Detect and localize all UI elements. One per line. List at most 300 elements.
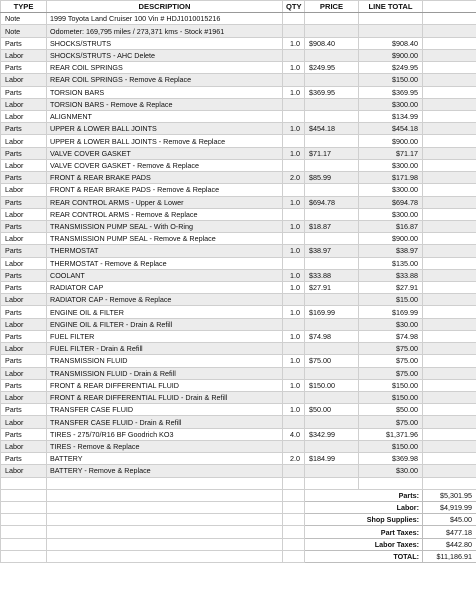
type-cell[interactable]: Labor	[1, 74, 47, 86]
empty-cell[interactable]	[283, 538, 305, 550]
summary-row	[1, 514, 476, 526]
qty-cell[interactable]: 1.0	[283, 379, 305, 391]
empty-cell[interactable]	[423, 196, 476, 208]
summary-row	[1, 538, 476, 550]
empty-cell[interactable]	[423, 306, 476, 318]
price-cell[interactable]	[305, 294, 359, 306]
qty-cell[interactable]: 1.0	[283, 37, 305, 49]
table-row	[1, 306, 476, 318]
price-cell[interactable]	[305, 159, 359, 171]
empty-cell[interactable]	[423, 86, 476, 98]
price-cell[interactable]: $184.99	[305, 453, 359, 465]
empty-header-cell	[423, 1, 476, 13]
table-row	[1, 257, 476, 269]
type-cell[interactable]: Labor	[1, 294, 47, 306]
type-cell[interactable]: Parts	[1, 196, 47, 208]
price-cell[interactable]: $50.00	[305, 404, 359, 416]
line-total-cell[interactable]: $75.00	[359, 355, 423, 367]
empty-cell[interactable]	[423, 49, 476, 61]
line-total-cell[interactable]: $75.00	[359, 367, 423, 379]
description-cell[interactable]: TIRES - Remove & Replace	[47, 440, 283, 452]
qty-cell[interactable]	[283, 110, 305, 122]
description-cell[interactable]: THERMOSTAT - Remove & Replace	[47, 257, 283, 269]
empty-cell[interactable]	[423, 172, 476, 184]
type-cell[interactable]: Labor	[1, 257, 47, 269]
description-cell[interactable]: REAR CONTROL ARMS - Upper & Lower	[47, 196, 283, 208]
table-row	[1, 62, 476, 74]
description-cell[interactable]: REAR COIL SPRINGS - Remove & Replace	[47, 74, 283, 86]
type-cell[interactable]: Labor	[1, 392, 47, 404]
type-cell[interactable]: Labor	[1, 159, 47, 171]
line-total-cell[interactable]: $150.00	[359, 392, 423, 404]
description-cell[interactable]: Odometer: 169,795 miles / 273,371 kms - Stock #1961	[47, 25, 283, 37]
empty-cell[interactable]	[283, 550, 305, 562]
type-cell[interactable]: Labor	[1, 318, 47, 330]
empty-cell[interactable]	[423, 37, 476, 49]
line-total-cell[interactable]: $30.00	[359, 465, 423, 477]
qty-cell[interactable]	[283, 184, 305, 196]
description-cell[interactable]: SHOCKS/STRUTS - AHC Delete	[47, 49, 283, 61]
price-cell[interactable]: $85.99	[305, 172, 359, 184]
table-row	[1, 465, 476, 477]
summary-label: Parts:	[305, 489, 423, 501]
price-cell[interactable]: $454.18	[305, 123, 359, 135]
price-cell[interactable]	[305, 465, 359, 477]
empty-cell[interactable]	[1, 501, 47, 513]
type-cell[interactable]: Labor	[1, 98, 47, 110]
line-total-cell[interactable]	[359, 25, 423, 37]
table-row	[1, 428, 476, 440]
type-cell[interactable]: Parts	[1, 37, 47, 49]
qty-cell[interactable]	[283, 440, 305, 452]
table-row	[1, 392, 476, 404]
qty-cell[interactable]: 1.0	[283, 282, 305, 294]
description-cell[interactable]: ENGINE OIL & FILTER - Drain & Refill	[47, 318, 283, 330]
qty-cell[interactable]	[283, 392, 305, 404]
type-cell[interactable]: Note	[1, 25, 47, 37]
table-row	[1, 245, 476, 257]
line-total-cell[interactable]: $300.00	[359, 184, 423, 196]
description-cell[interactable]: ENGINE OIL & FILTER	[47, 306, 283, 318]
description-cell[interactable]: TRANSMISSION FLUID - Drain & Refill	[47, 367, 283, 379]
price-cell[interactable]: $18.87	[305, 220, 359, 232]
table-row	[1, 233, 476, 245]
qty-cell[interactable]: 4.0	[283, 428, 305, 440]
empty-cell[interactable]	[423, 135, 476, 147]
description-cell[interactable]: VALVE COVER GASKET	[47, 147, 283, 159]
empty-cell[interactable]	[283, 514, 305, 526]
line-total-cell[interactable]: $15.00	[359, 294, 423, 306]
line-total-cell[interactable]: $134.99	[359, 110, 423, 122]
line-total-cell[interactable]: $300.00	[359, 159, 423, 171]
price-cell[interactable]: $908.40	[305, 37, 359, 49]
empty-cell[interactable]	[423, 13, 476, 25]
qty-cell[interactable]: 2.0	[283, 453, 305, 465]
description-cell[interactable]: TORSION BARS	[47, 86, 283, 98]
empty-cell[interactable]	[1, 526, 47, 538]
price-cell[interactable]	[305, 98, 359, 110]
price-cell[interactable]	[305, 49, 359, 61]
description-cell[interactable]: TRANSMISSION PUMP SEAL - With O-Ring	[47, 220, 283, 232]
line-total-cell[interactable]: $75.00	[359, 416, 423, 428]
line-total-cell[interactable]: $71.17	[359, 147, 423, 159]
type-cell[interactable]: Labor	[1, 416, 47, 428]
type-cell[interactable]: Parts	[1, 147, 47, 159]
type-cell[interactable]: Labor	[1, 440, 47, 452]
line-total-cell[interactable]: $369.98	[359, 453, 423, 465]
price-cell[interactable]	[305, 184, 359, 196]
table-row	[1, 147, 476, 159]
qty-cell[interactable]	[283, 343, 305, 355]
line-total-cell[interactable]: $300.00	[359, 208, 423, 220]
line-total-cell[interactable]: $454.18	[359, 123, 423, 135]
empty-cell[interactable]	[423, 416, 476, 428]
empty-cell[interactable]	[423, 343, 476, 355]
line-total-cell[interactable]: $30.00	[359, 318, 423, 330]
empty-cell[interactable]	[305, 477, 359, 489]
line-total-cell[interactable]: $50.00	[359, 404, 423, 416]
summary-label: Part Taxes:	[305, 526, 423, 538]
description-cell[interactable]: COOLANT	[47, 269, 283, 281]
empty-cell[interactable]	[423, 98, 476, 110]
empty-cell[interactable]	[423, 257, 476, 269]
type-cell[interactable]: Labor	[1, 135, 47, 147]
type-cell[interactable]: Labor	[1, 465, 47, 477]
empty-cell[interactable]	[423, 379, 476, 391]
summary-value: $11,186.91	[423, 550, 476, 562]
qty-cell[interactable]	[283, 159, 305, 171]
line-total-cell[interactable]: $27.91	[359, 282, 423, 294]
empty-cell[interactable]	[423, 465, 476, 477]
price-cell[interactable]: $75.00	[305, 355, 359, 367]
empty-cell[interactable]	[423, 392, 476, 404]
type-cell[interactable]: Labor	[1, 343, 47, 355]
table-row	[1, 159, 476, 171]
empty-cell[interactable]	[47, 489, 283, 501]
price-cell[interactable]: $27.91	[305, 282, 359, 294]
qty-cell[interactable]	[283, 74, 305, 86]
empty-cell[interactable]	[283, 489, 305, 501]
qty-cell[interactable]: 1.0	[283, 86, 305, 98]
price-cell[interactable]: $369.95	[305, 86, 359, 98]
price-cell[interactable]: $74.98	[305, 330, 359, 342]
empty-cell[interactable]	[423, 428, 476, 440]
empty-cell[interactable]	[359, 477, 423, 489]
empty-cell[interactable]	[423, 404, 476, 416]
type-cell[interactable]: Labor	[1, 110, 47, 122]
line-total-cell[interactable]: $694.78	[359, 196, 423, 208]
empty-cell[interactable]	[423, 62, 476, 74]
table-row	[1, 367, 476, 379]
empty-cell[interactable]	[423, 355, 476, 367]
price-cell[interactable]	[305, 392, 359, 404]
table-row	[1, 440, 476, 452]
empty-cell[interactable]	[423, 74, 476, 86]
price-cell[interactable]	[305, 416, 359, 428]
type-cell[interactable]: Parts	[1, 306, 47, 318]
empty-cell[interactable]	[47, 477, 283, 489]
line-total-header: LINE TOTAL	[359, 1, 423, 13]
qty-cell[interactable]	[283, 135, 305, 147]
type-cell[interactable]: Labor	[1, 367, 47, 379]
qty-cell[interactable]: 1.0	[283, 196, 305, 208]
empty-cell[interactable]	[1, 538, 47, 550]
empty-cell[interactable]	[423, 110, 476, 122]
description-cell[interactable]: TRANSMISSION PUMP SEAL - Remove & Replace	[47, 233, 283, 245]
table-row	[1, 282, 476, 294]
price-cell[interactable]	[305, 233, 359, 245]
description-cell[interactable]: TIRES - 275/70/R16 BF Goodrich KO3	[47, 428, 283, 440]
qty-cell[interactable]: 1.0	[283, 62, 305, 74]
empty-cell[interactable]	[423, 208, 476, 220]
price-cell[interactable]	[305, 110, 359, 122]
empty-cell[interactable]	[423, 220, 476, 232]
qty-cell[interactable]	[283, 318, 305, 330]
empty-cell[interactable]	[283, 477, 305, 489]
qty-cell[interactable]: 1.0	[283, 269, 305, 281]
empty-cell[interactable]	[423, 367, 476, 379]
empty-cell[interactable]	[47, 501, 283, 513]
type-cell[interactable]: Parts	[1, 269, 47, 281]
table-row	[1, 25, 476, 37]
type-cell[interactable]: Labor	[1, 208, 47, 220]
table-row	[1, 37, 476, 49]
qty-cell[interactable]	[283, 367, 305, 379]
type-cell[interactable]: Parts	[1, 404, 47, 416]
description-cell[interactable]: REAR CONTROL ARMS - Remove & Replace	[47, 208, 283, 220]
price-cell[interactable]	[305, 367, 359, 379]
description-cell[interactable]: FRONT & REAR DIFFERENTIAL FLUID - Drain & Refill	[47, 392, 283, 404]
summary-label: Labor:	[305, 501, 423, 513]
description-cell[interactable]: SHOCKS/STRUTS	[47, 37, 283, 49]
price-cell[interactable]	[305, 135, 359, 147]
qty-cell[interactable]	[283, 208, 305, 220]
summary-row	[1, 526, 476, 538]
empty-cell[interactable]	[47, 550, 283, 562]
qty-cell[interactable]	[283, 257, 305, 269]
line-total-cell[interactable]: $249.95	[359, 62, 423, 74]
price-cell[interactable]	[305, 440, 359, 452]
table-row	[1, 220, 476, 232]
type-cell[interactable]: Parts	[1, 355, 47, 367]
price-cell[interactable]	[305, 318, 359, 330]
empty-cell[interactable]	[283, 526, 305, 538]
empty-cell[interactable]	[423, 440, 476, 452]
description-cell[interactable]: BATTERY - Remove & Replace	[47, 465, 283, 477]
qty-cell[interactable]: 1.0	[283, 306, 305, 318]
price-cell[interactable]	[305, 257, 359, 269]
line-total-cell[interactable]: $369.95	[359, 86, 423, 98]
description-cell[interactable]: VALVE COVER GASKET - Remove & Replace	[47, 159, 283, 171]
empty-cell[interactable]	[423, 147, 476, 159]
type-cell[interactable]: Parts	[1, 220, 47, 232]
table-row	[1, 196, 476, 208]
table-row	[1, 123, 476, 135]
description-cell[interactable]: UPPER & LOWER BALL JOINTS	[47, 123, 283, 135]
table-row	[1, 135, 476, 147]
qty-cell[interactable]: 2.0	[283, 172, 305, 184]
description-header: DESCRIPTION	[47, 1, 283, 13]
empty-cell[interactable]	[1, 550, 47, 562]
description-cell[interactable]: FUEL FILTER	[47, 330, 283, 342]
type-cell[interactable]: Parts	[1, 453, 47, 465]
price-cell[interactable]: $38.97	[305, 245, 359, 257]
empty-cell[interactable]	[423, 330, 476, 342]
empty-cell[interactable]	[423, 269, 476, 281]
description-cell[interactable]: TRANSMISSION FLUID	[47, 355, 283, 367]
description-cell[interactable]: 1999 Toyota Land Cruiser 100 Vin # HDJ1010015216	[47, 13, 283, 25]
summary-value: $4,919.99	[423, 501, 476, 513]
line-total-cell[interactable]: $74.98	[359, 330, 423, 342]
empty-cell[interactable]	[47, 526, 283, 538]
line-total-cell[interactable]: $150.00	[359, 440, 423, 452]
header-row	[1, 1, 476, 13]
summary-row	[1, 489, 476, 501]
price-cell[interactable]	[305, 208, 359, 220]
description-cell[interactable]: FRONT & REAR BRAKE PADS	[47, 172, 283, 184]
line-total-cell[interactable]: $900.00	[359, 49, 423, 61]
line-total-cell[interactable]: $900.00	[359, 233, 423, 245]
type-cell[interactable]: Parts	[1, 123, 47, 135]
table-row	[1, 330, 476, 342]
line-total-cell[interactable]: $1,371.96	[359, 428, 423, 440]
description-cell[interactable]: FRONT & REAR DIFFERENTIAL FLUID	[47, 379, 283, 391]
type-cell[interactable]: Parts	[1, 172, 47, 184]
qty-cell[interactable]	[283, 233, 305, 245]
description-cell[interactable]: TORSION BARS - Remove & Replace	[47, 98, 283, 110]
empty-cell[interactable]	[423, 294, 476, 306]
qty-cell[interactable]: 1.0	[283, 123, 305, 135]
price-cell[interactable]	[305, 13, 359, 25]
type-cell[interactable]: Labor	[1, 49, 47, 61]
empty-cell[interactable]	[423, 233, 476, 245]
empty-cell[interactable]	[423, 123, 476, 135]
qty-cell[interactable]: 1.0	[283, 330, 305, 342]
line-total-cell[interactable]: $300.00	[359, 98, 423, 110]
empty-cell[interactable]	[423, 159, 476, 171]
empty-cell[interactable]	[423, 453, 476, 465]
qty-cell[interactable]	[283, 25, 305, 37]
description-cell[interactable]: FRONT & REAR BRAKE PADS - Remove & Replace	[47, 184, 283, 196]
qty-cell[interactable]: 1.0	[283, 355, 305, 367]
table-row	[1, 416, 476, 428]
type-cell[interactable]: Parts	[1, 330, 47, 342]
spacer-row	[1, 477, 476, 489]
description-cell[interactable]: TRANSFER CASE FLUID	[47, 404, 283, 416]
empty-cell[interactable]	[283, 501, 305, 513]
qty-cell[interactable]	[283, 49, 305, 61]
line-total-cell[interactable]: $38.97	[359, 245, 423, 257]
line-total-cell[interactable]: $135.00	[359, 257, 423, 269]
description-cell[interactable]: BATTERY	[47, 453, 283, 465]
line-total-cell[interactable]: $908.40	[359, 37, 423, 49]
description-cell[interactable]: THERMOSTAT	[47, 245, 283, 257]
price-cell[interactable]: $342.99	[305, 428, 359, 440]
description-cell[interactable]: UPPER & LOWER BALL JOINTS - Remove & Replace	[47, 135, 283, 147]
line-total-cell[interactable]: $150.00	[359, 379, 423, 391]
qty-cell[interactable]	[283, 294, 305, 306]
type-cell[interactable]: Parts	[1, 62, 47, 74]
summary-label: Labor Taxes:	[305, 538, 423, 550]
empty-cell[interactable]	[47, 514, 283, 526]
price-cell[interactable]	[305, 25, 359, 37]
qty-cell[interactable]	[283, 416, 305, 428]
description-cell[interactable]: REAR COIL SPRINGS	[47, 62, 283, 74]
type-cell[interactable]: Note	[1, 13, 47, 25]
line-total-cell[interactable]: $150.00	[359, 74, 423, 86]
description-cell[interactable]: FUEL FILTER - Drain & Refill	[47, 343, 283, 355]
line-total-cell[interactable]: $33.88	[359, 269, 423, 281]
empty-cell[interactable]	[423, 25, 476, 37]
table-row	[1, 98, 476, 110]
table-row	[1, 49, 476, 61]
price-header: PRICE	[305, 1, 359, 13]
table-row	[1, 453, 476, 465]
table-row	[1, 110, 476, 122]
qty-cell[interactable]	[283, 465, 305, 477]
qty-cell[interactable]: 1.0	[283, 220, 305, 232]
empty-cell[interactable]	[47, 538, 283, 550]
qty-cell[interactable]: 1.0	[283, 147, 305, 159]
empty-cell[interactable]	[423, 245, 476, 257]
price-cell[interactable]: $71.17	[305, 147, 359, 159]
price-cell[interactable]: $33.88	[305, 269, 359, 281]
empty-cell[interactable]	[423, 477, 476, 489]
price-cell[interactable]: $150.00	[305, 379, 359, 391]
line-total-cell[interactable]: $169.99	[359, 306, 423, 318]
type-cell[interactable]: Parts	[1, 282, 47, 294]
empty-cell[interactable]	[1, 489, 47, 501]
description-cell[interactable]: RADIATOR CAP - Remove & Replace	[47, 294, 283, 306]
qty-cell[interactable]	[283, 98, 305, 110]
price-cell[interactable]: $694.78	[305, 196, 359, 208]
qty-header: QTY	[283, 1, 305, 13]
price-cell[interactable]: $169.99	[305, 306, 359, 318]
line-total-cell[interactable]: $16.87	[359, 220, 423, 232]
type-cell[interactable]: Labor	[1, 233, 47, 245]
empty-cell[interactable]	[1, 477, 47, 489]
type-cell[interactable]: Parts	[1, 379, 47, 391]
table-row	[1, 86, 476, 98]
qty-cell[interactable]: 1.0	[283, 404, 305, 416]
line-total-cell[interactable]	[359, 13, 423, 25]
line-total-cell[interactable]: $75.00	[359, 343, 423, 355]
table-row	[1, 343, 476, 355]
line-total-cell[interactable]: $900.00	[359, 135, 423, 147]
type-cell[interactable]: Parts	[1, 245, 47, 257]
line-total-cell[interactable]: $171.98	[359, 172, 423, 184]
table-row	[1, 172, 476, 184]
qty-cell[interactable]: 1.0	[283, 245, 305, 257]
description-cell[interactable]: RADIATOR CAP	[47, 282, 283, 294]
description-cell[interactable]: ALIGNMENT	[47, 110, 283, 122]
summary-value: $45.00	[423, 514, 476, 526]
table-row	[1, 208, 476, 220]
empty-cell[interactable]	[423, 318, 476, 330]
type-cell[interactable]: Parts	[1, 428, 47, 440]
qty-cell[interactable]	[283, 13, 305, 25]
price-cell[interactable]	[305, 343, 359, 355]
price-cell[interactable]: $249.95	[305, 62, 359, 74]
empty-cell[interactable]	[1, 514, 47, 526]
empty-cell[interactable]	[423, 184, 476, 196]
summary-label: Shop Supplies:	[305, 514, 423, 526]
price-cell[interactable]	[305, 74, 359, 86]
type-cell[interactable]: Parts	[1, 86, 47, 98]
description-cell[interactable]: TRANSFER CASE FLUID - Drain & Refill	[47, 416, 283, 428]
type-cell[interactable]: Labor	[1, 184, 47, 196]
empty-cell[interactable]	[423, 282, 476, 294]
